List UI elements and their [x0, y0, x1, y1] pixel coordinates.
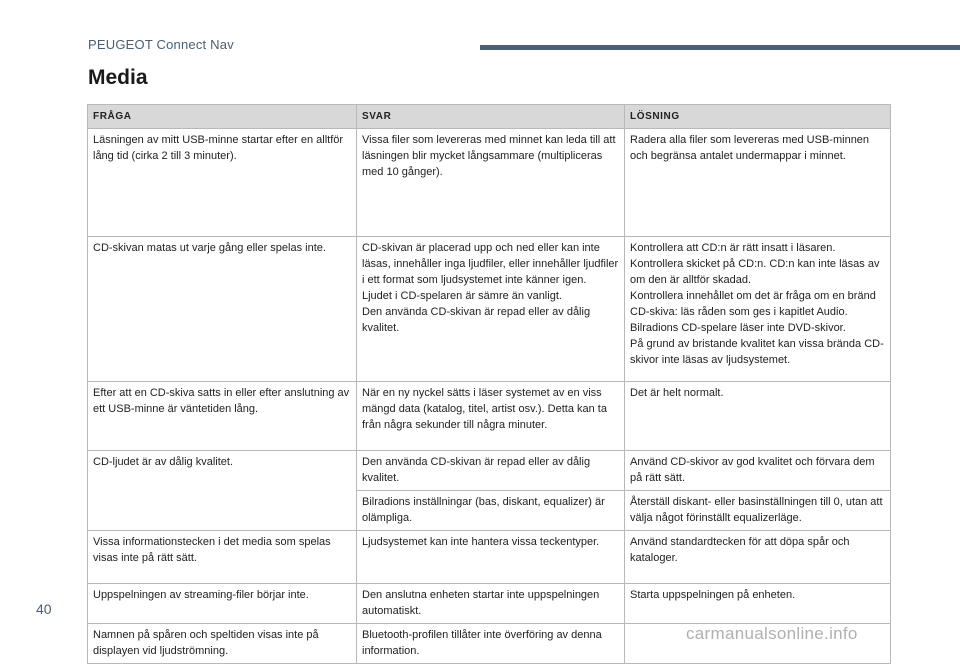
question-cell: Uppspelningen av streaming-filer börjar inte. [88, 584, 357, 624]
watermark: carmanualsonline.info [686, 624, 858, 643]
column-header-solution: LÖSNING [625, 105, 891, 129]
solution-line: Bilradions CD-spelare läser inte DVD-skivor. [630, 322, 846, 334]
table-row [88, 129, 891, 237]
page-title: Media [88, 66, 148, 89]
solution-cell: Använd standardtecken för att döpa spår och kataloger. [625, 531, 891, 584]
answer-cell: Den anslutna enheten startar inte uppspelningen automatiskt. [357, 584, 625, 624]
solution-line: Kontrollera innehållet om det är fråga om en bränd CD-skiva: läs råden som ges i kapitlet Audio. [630, 290, 876, 318]
question-cell: Efter att en CD-skiva satts in eller efter anslutning av ett USB-minne är väntetiden lång. [88, 382, 357, 451]
question-cell: CD-ljudet är av dålig kvalitet. [88, 451, 357, 531]
table-row [88, 584, 891, 624]
question-cell: CD-skivan matas ut varje gång eller spelas inte. [88, 237, 357, 382]
answer-cell: Den använda CD-skivan är repad eller av dålig kvalitet. [357, 451, 625, 491]
answer-line: Ljudet i CD-spelaren är sämre än vanligt. [362, 290, 562, 302]
table-row [88, 531, 891, 584]
solution-cell: Använd CD-skivor av god kvalitet och förvara dem på rätt sätt. [625, 451, 891, 491]
page-number: 40 [36, 601, 52, 617]
answer-cell: När en ny nyckel sätts i läser systemet av en viss mängd data (katalog, titel, artist osv.). Detta kan ta från några sekunder till några minuter. [357, 382, 625, 451]
table-row [88, 237, 891, 382]
solution-cell: Återställ diskant- eller basinställningen till 0, utan att välja något förinställt equalizerläge. [625, 491, 891, 531]
solution-line: På grund av bristande kvalitet kan vissa brända CD-skivor inte läsas av ljudsystemet. [630, 338, 884, 366]
answer-cell: Ljudsystemet kan inte hantera vissa teckentyper. [357, 531, 625, 584]
solution-cell: Starta uppspelningen på enheten. [625, 584, 891, 624]
answer-cell: Bilradions inställningar (bas, diskant, equalizer) är olämpliga. [357, 491, 625, 531]
document-header-label: PEUGEOT Connect Nav [88, 37, 234, 52]
answer-cell [357, 237, 625, 382]
question-cell: Namnen på spåren och speltiden visas inte på displayen vid ljudströmning. [88, 624, 357, 664]
table-row [88, 382, 891, 451]
answer-cell: Bluetooth-profilen tillåter inte överföring av denna information. [357, 624, 625, 664]
solution-cell: Det är helt normalt. [625, 382, 891, 451]
table-row [88, 451, 891, 491]
answer-cell: Vissa filer som levereras med minnet kan leda till att läsningen blir mycket långsammare (multipliceras med 10 gånger). [357, 129, 625, 237]
column-header-question: FRÅGA [88, 105, 357, 129]
table-header-row [88, 105, 891, 129]
question-cell: Vissa informationstecken i det media som spelas visas inte på rätt sätt. [88, 531, 357, 584]
answer-line: CD-skivan är placerad upp och ned eller kan inte läsas, innehåller inga ljudfiler, eller innehåller ljudfiler i ett format som ljudsystemet inte känner igen. [362, 242, 619, 286]
solution-line: Kontrollera att CD:n är rätt insatt i läsaren. [630, 242, 836, 254]
header-accent-bar [480, 45, 960, 50]
question-cell: Läsningen av mitt USB-minne startar efter en alltför lång tid (cirka 2 till 3 minuter). [88, 129, 357, 237]
faq-table [87, 104, 891, 664]
answer-line: Den använda CD-skivan är repad eller av dålig kvalitet. [362, 306, 591, 334]
solution-cell: Radera alla filer som levereras med USB-minnen och begränsa antalet undermappar i minnet. [625, 129, 891, 237]
solution-line: Kontrollera skicket på CD:n. CD:n kan inte läsas av om den är alltför skadad. [630, 258, 880, 286]
solution-cell [625, 237, 891, 382]
column-header-answer: SVAR [357, 105, 625, 129]
